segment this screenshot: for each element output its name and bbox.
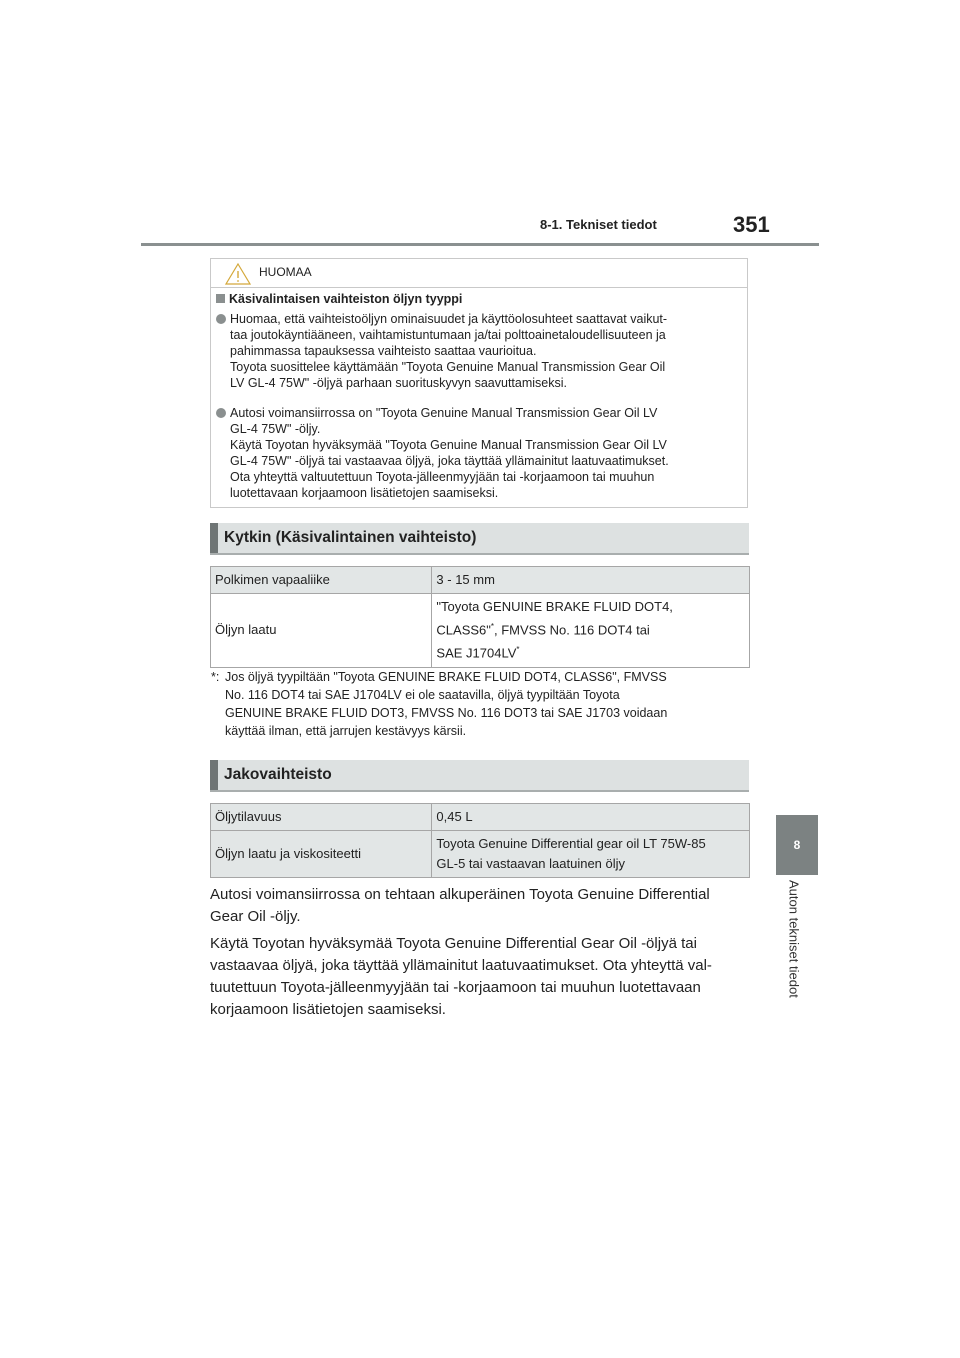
chapter-label [786, 880, 802, 1030]
table-value: 3 - 15 mm [432, 567, 750, 594]
bullet-icon [216, 314, 226, 324]
header-divider [141, 243, 819, 246]
body-paragraph: Käytä Toyotan hyväksymää Toyota Genuine Differential Gear Oil -öljyä tai vastaavaa öljyä, joka täyttää yllämainitut laatuvaatimukset. Ota yhteyttä val- tuutettuun Toyota-jälleenmyyjään tai -korjaamoon tai muuhun luotettavaan korjaamoon lisätietojen saamiseksi. [210, 935, 712, 1018]
table-key: Öljyn laatu ja viskositeetti [211, 831, 432, 878]
square-bullet-icon [216, 294, 225, 303]
notice-title: HUOMAA [259, 265, 312, 279]
section-heading-clutch [210, 523, 749, 555]
page-number: 351 [733, 212, 770, 237]
warning-icon [225, 263, 251, 285]
chapter-tab [776, 815, 818, 875]
notice-item: Autosi voimansiirrossa on "Toyota Genuine Manual Transmission Gear Oil LV GL-4 75W" -öljy. Käytä Toyotan hyväksymää "Toyota Genuine Manual Transmission Gear Oil LV GL-4 75W" -öljyä tai vastaavaa öljyä, joka täyttää yllämainitut laatuvaatimukset. Ota yhteyttä valtuutettuun Toyota-jälleenmyyjään tai -korjaamoon tai muuhun luotettavaan korjaamoon lisätietojen saamiseksi. [216, 405, 744, 501]
body-paragraph: Autosi voimansiirrossa on tehtaan alkuperäinen Toyota Genuine Differential Gear Oil -öljy. [210, 886, 710, 925]
footnote: *: Jos öljyä tyypiltään "Toyota GENUINE BRAKE FLUID DOT4, CLASS6", FMVSS No. 116 DOT4 tai SAE J1704LV ei ole saatavilla, öljyä tyypiltään Toyota GENUINE BRAKE FLUID DOT3, FMVSS No. 116 DOT3 tai SAE J1703 voidaan käyttää ilman, että jarrujen kestävyys kärsii. [211, 670, 668, 738]
bullet-icon [216, 408, 226, 418]
table-row [211, 804, 750, 831]
clutch-spec-table [210, 566, 750, 668]
table-row [211, 567, 750, 594]
section-heading-text: Kytkin (Käsivalintainen vaihteisto) [224, 529, 477, 546]
table-row [211, 831, 750, 878]
table-key: Polkimen vapaaliike [211, 567, 432, 594]
notice-item: Huomaa, että vaihteistoöljyn ominaisuudet ja käyttöolosuhteet saattavat vaikut- taa joutokäyntiääneen, vaihtamistuntumaan ja/tai polttoainetaloudellisuuteen ja pahimmassa tapauksessa vaihteisto saattaa vaurioitua. Toyota suosittelee käyttämään "Toyota Genuine Manual Transmission Gear Oil LV GL-4 75W" -öljyä parhaan suorituskyvyn saavuttamiseksi. [216, 311, 744, 391]
footnote-mark: *: [211, 670, 220, 684]
section-heading-transfer [210, 760, 749, 792]
table-value: Toyota Genuine Differential gear oil LT 75W-85 GL-5 tai vastaavan laatuinen öljy [432, 831, 750, 878]
notice-subheading: Käsivalintaisen vaihteiston öljyn tyyppi [216, 292, 462, 306]
chapter-number: 8 [793, 838, 801, 852]
transfer-spec-table [210, 803, 750, 878]
section-title: 8-1. Tekniset tiedot [540, 217, 657, 232]
heading-accent-bar [210, 760, 218, 790]
notice-header [211, 259, 747, 288]
section-heading-text: Jakovaihteisto [224, 766, 332, 783]
table-row [211, 594, 750, 668]
table-key: Öljyn laatu [211, 594, 432, 668]
heading-accent-bar [210, 523, 218, 553]
table-value: "Toyota GENUINE BRAKE FLUID DOT4, CLASS6"*, FMVSS No. 116 DOT4 tai SAE J1704LV* [432, 594, 750, 668]
table-value: 0,45 L [432, 804, 750, 831]
chapter-label-text: Auton tekniset tiedot [786, 880, 802, 998]
table-key: Öljytilavuus [211, 804, 432, 831]
notice-box [210, 258, 748, 508]
